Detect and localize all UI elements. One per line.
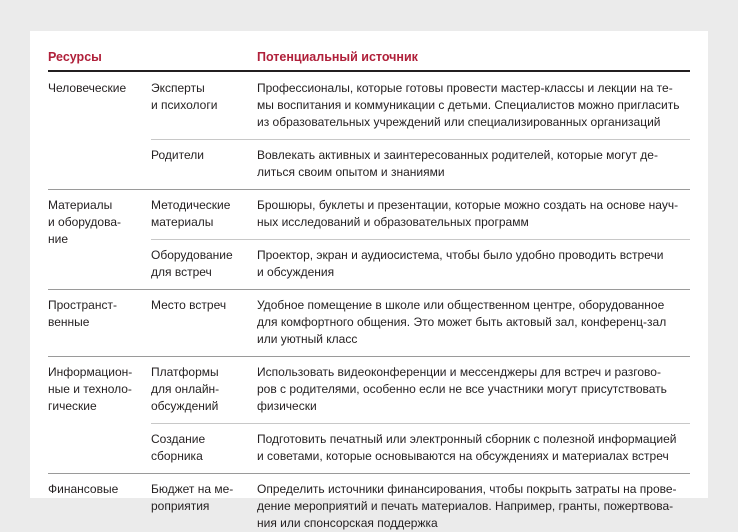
source-description: [257, 147, 658, 181]
resource-type-line: Бюджет на ме-: [151, 482, 234, 496]
source-description-line: Подготовить печатный или электронный сборник с полезной информацией: [257, 432, 677, 446]
sub-row-divider: [151, 139, 690, 140]
resource-type-line: для онлайн-: [151, 382, 220, 396]
resource-type: [151, 481, 233, 515]
category-line: ные и техноло-: [48, 382, 132, 396]
header-resources: Ресурсы: [48, 50, 102, 64]
resource-type-line: роприятия: [151, 499, 210, 513]
group-divider: [48, 289, 690, 290]
resources-card: [30, 31, 708, 530]
resource-type-line: обсуждений: [151, 399, 219, 413]
source-description-line: и обсуждения: [257, 265, 335, 279]
resource-type-line: Создание: [151, 432, 206, 446]
resource-type: [151, 364, 219, 415]
group-divider: [48, 189, 690, 190]
resource-type-line: Методические: [151, 198, 231, 212]
source-description-line: ров с родителями, особенно если не все участники могут присутствовать: [257, 382, 667, 396]
source-description-line: Вовлекать активных и заинтересованных родителей, которые могут де-: [257, 148, 658, 162]
source-description-line: Определить источники финансирования, чтобы покрыть затраты на прове-: [257, 482, 677, 496]
resource-type: [151, 431, 205, 465]
source-description: [257, 197, 678, 231]
resource-type-line: и психологи: [151, 98, 218, 112]
header-source: Потенциальный источник: [257, 50, 418, 64]
source-description-line: Профессионалы, которые готовы провести мастер-классы и лекции на те-: [257, 81, 673, 95]
category-line: Финансовые: [48, 482, 119, 496]
source-description: [257, 431, 676, 465]
resource-type-line: Место встреч: [151, 298, 227, 312]
source-description: [257, 247, 663, 281]
category-label: [48, 197, 121, 248]
category-line: гические: [48, 399, 97, 413]
source-description-line: ния или спонсорская поддержка: [257, 516, 438, 530]
resource-type-line: Платформы: [151, 365, 219, 379]
resource-type-line: Родители: [151, 148, 204, 162]
resource-type-line: Эксперты: [151, 81, 205, 95]
source-description-line: Использовать видеоконференции и мессенджеры для встреч и разгово-: [257, 365, 661, 379]
source-description-line: из образовательных учреждений или специализированных организаций: [257, 115, 661, 129]
category-line: венные: [48, 315, 90, 329]
resource-type: [151, 297, 226, 314]
header-rule: [48, 70, 690, 72]
category-line: ние: [48, 232, 69, 246]
source-description-line: и советами, которые основываются на обсуждениях и материалах встреч: [257, 449, 669, 463]
source-description: [257, 80, 679, 131]
source-description-line: физически: [257, 399, 317, 413]
resource-type-line: сборника: [151, 449, 203, 463]
resource-type-line: материалы: [151, 215, 214, 229]
source-description-line: мы воспитания и коммуникации с детьми. Специалистов можно пригласить: [257, 98, 680, 112]
source-description-line: Брошюры, буклеты и презентации, которые можно создать на основе науч-: [257, 198, 679, 212]
category-line: и оборудова-: [48, 215, 121, 229]
category-label: [48, 364, 132, 415]
category-line: Человеческие: [48, 81, 127, 95]
source-description-line: для комфортного общения. Это может быть актовый зал, конференц-зал: [257, 315, 667, 329]
source-description: [257, 297, 666, 348]
category-label: [48, 80, 126, 97]
resource-type: [151, 197, 230, 231]
source-description-line: литься своим опытом и знаниями: [257, 165, 445, 179]
group-divider: [48, 356, 690, 357]
source-description-line: Проектор, экран и аудиосистема, чтобы было удобно проводить встречи: [257, 248, 664, 262]
source-description-line: Удобное помещение в школе или общественном центре, оборудованное: [257, 298, 665, 312]
category-label: [48, 297, 117, 331]
group-divider: [48, 473, 690, 474]
sub-row-divider: [151, 423, 690, 424]
resource-type-line: для встреч: [151, 265, 212, 279]
source-description-line: дение мероприятий и печать материалов. Например, гранты, пожертвова-: [257, 499, 674, 513]
resource-type: [151, 80, 217, 114]
resource-type-line: Оборудование: [151, 248, 233, 262]
source-description: [257, 364, 667, 415]
category-line: Информацион-: [48, 365, 133, 379]
sub-row-divider: [151, 239, 690, 240]
source-description-line: ных исследований и образовательных программ: [257, 215, 529, 229]
category-line: Пространст-: [48, 298, 117, 312]
source-description-line: или уютный класс: [257, 332, 358, 346]
resource-type: [151, 247, 233, 281]
category-label: [48, 481, 118, 498]
category-line: Материалы: [48, 198, 113, 212]
source-description: [257, 481, 677, 532]
resource-type: [151, 147, 204, 164]
